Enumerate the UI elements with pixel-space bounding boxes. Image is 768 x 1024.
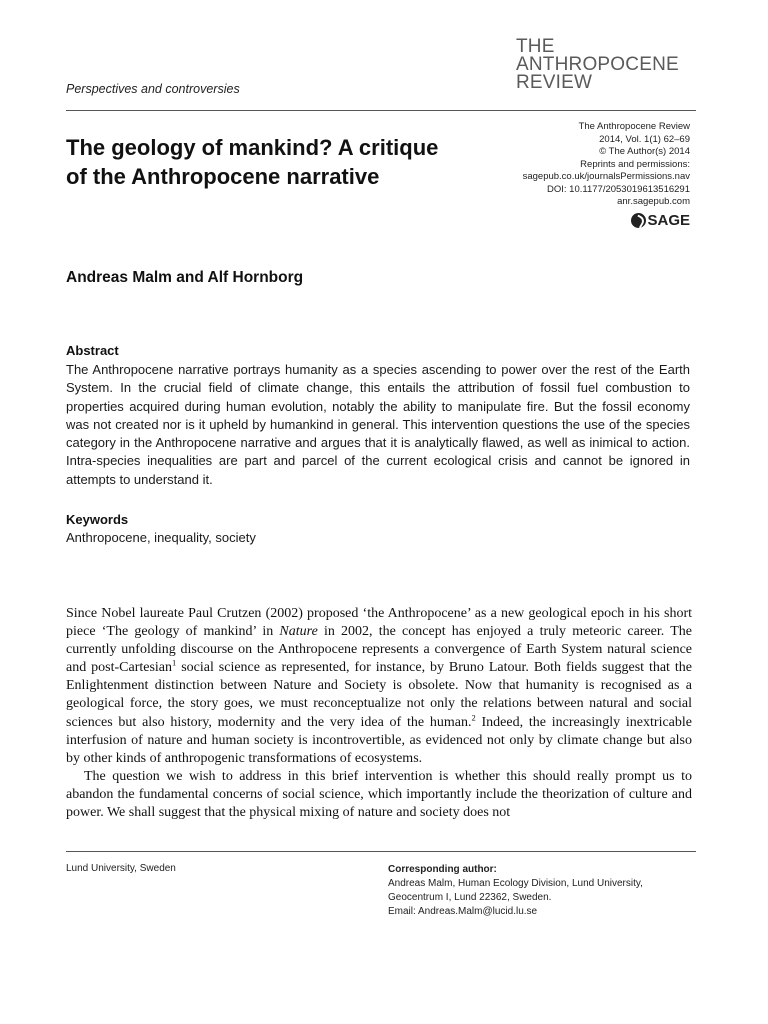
footnote-ref[interactable]: 2 [471, 711, 476, 722]
corresponding-author-heading: Corresponding author: [388, 864, 497, 875]
abstract-text: The Anthropocene narrative portrays humanity as a species ascending to power over the rest of the Earth System. In the crucial field of climate change, this entails the attribution of fossil fuel combustion to properties acquired during human evolution, notably the ability to manipulate fire. But the fossil economy was not created nor is it upheld by humankind in general. This intervention questions the use of the species category in the Anthropocene narrative and argues that it is analytically flawed, as well as inimical to action. Intra-species inequalities are part and parcel of the current ecological crisis and cannot be ignored in attempts to understand it. [66, 362, 690, 487]
meta-permissions-link[interactable]: sagepub.co.uk/journalsPermissions.nav [522, 171, 690, 182]
meta-volume: 2014, Vol. 1(1) 62–69 [599, 133, 690, 145]
body-text-run: in 2002, the concept has enjoyed a truly meteoric career. The currently unfolding discourse on the Anthropocene represents a convergence of Earth System natural science and post-Cartesian [66, 624, 692, 676]
journal-logo-line: ANTHROPOCENE [516, 54, 679, 75]
publisher-logo [631, 212, 690, 229]
body-text-run: Indeed, the increasingly inextricable interfusion of nature and human society is incontrovertible, as evidenced not only by climate change but also by other kinds of anthropogenic transformations of ecosystems. [66, 714, 692, 766]
footnote-ref[interactable]: 1 [172, 657, 177, 668]
meta-doi[interactable]: DOI: 10.1177/2053019613516291 [547, 183, 690, 195]
journal-logo-line: REVIEW [516, 72, 593, 93]
body-paragraph: The question we wish to address in this brief intervention is whether this should really prompt us to abandon the fundamental concerns of social science, which importantly include the theorization of culture and power. We shall suggest that the physical mixing of nature and society does not [66, 768, 692, 821]
footer-divider [66, 851, 696, 852]
sage-logo-icon [631, 213, 646, 228]
corresponding-author-email[interactable]: Email: Andreas.Malm@lucid.lu.se [388, 906, 538, 917]
body-paragraph [66, 605, 692, 768]
article-title: The geology of mankind? A critique of the Anthropocene narrative [66, 135, 439, 189]
meta-reprints: Reprints and permissions: [580, 158, 690, 170]
keywords-heading: Keywords [66, 512, 129, 527]
body-text-run: social science as represented, for instance, by Bruno Latour. Both fields suggest that the Enlightenment distinction between Nature and Society is obsolete. Now that humanity is recognised as a geological force, the story goes, we must reconceptualize not only the relations between natural and social sciences but also history, modernity and the very idea of the human. [66, 660, 692, 730]
journal-logo [516, 38, 679, 92]
keywords-text: Anthropocene, inequality, society [66, 530, 256, 545]
publisher-name: SAGE [647, 212, 690, 229]
article-body [66, 605, 692, 822]
meta-journal: The Anthropocene Review [578, 121, 690, 132]
corresponding-author-address: Geocentrum I, Lund 22362, Sweden. [388, 892, 552, 903]
meta-copyright: © The Author(s) 2014 [599, 146, 690, 157]
journal-name: Nature [279, 624, 318, 640]
journal-logo-line: THE [516, 36, 555, 57]
corresponding-author [388, 863, 643, 919]
header-divider [66, 110, 696, 111]
meta-website[interactable]: anr.sagepub.com [617, 196, 690, 207]
body-text-run: Since Nobel laureate Paul Crutzen (2002) proposed ‘the Anthropocene’ as a new geological epoch in his short piece ‘The geology of mankind’ in [66, 606, 692, 640]
article-authors: Andreas Malm and Alf Hornborg [66, 269, 304, 286]
article-metadata [523, 121, 690, 209]
section-label: Perspectives and controversies [66, 82, 240, 96]
author-affiliation: Lund University, Sweden [66, 863, 176, 874]
abstract-heading: Abstract [66, 343, 119, 358]
corresponding-author-address: Andreas Malm, Human Ecology Division, Lund University, [388, 878, 643, 889]
